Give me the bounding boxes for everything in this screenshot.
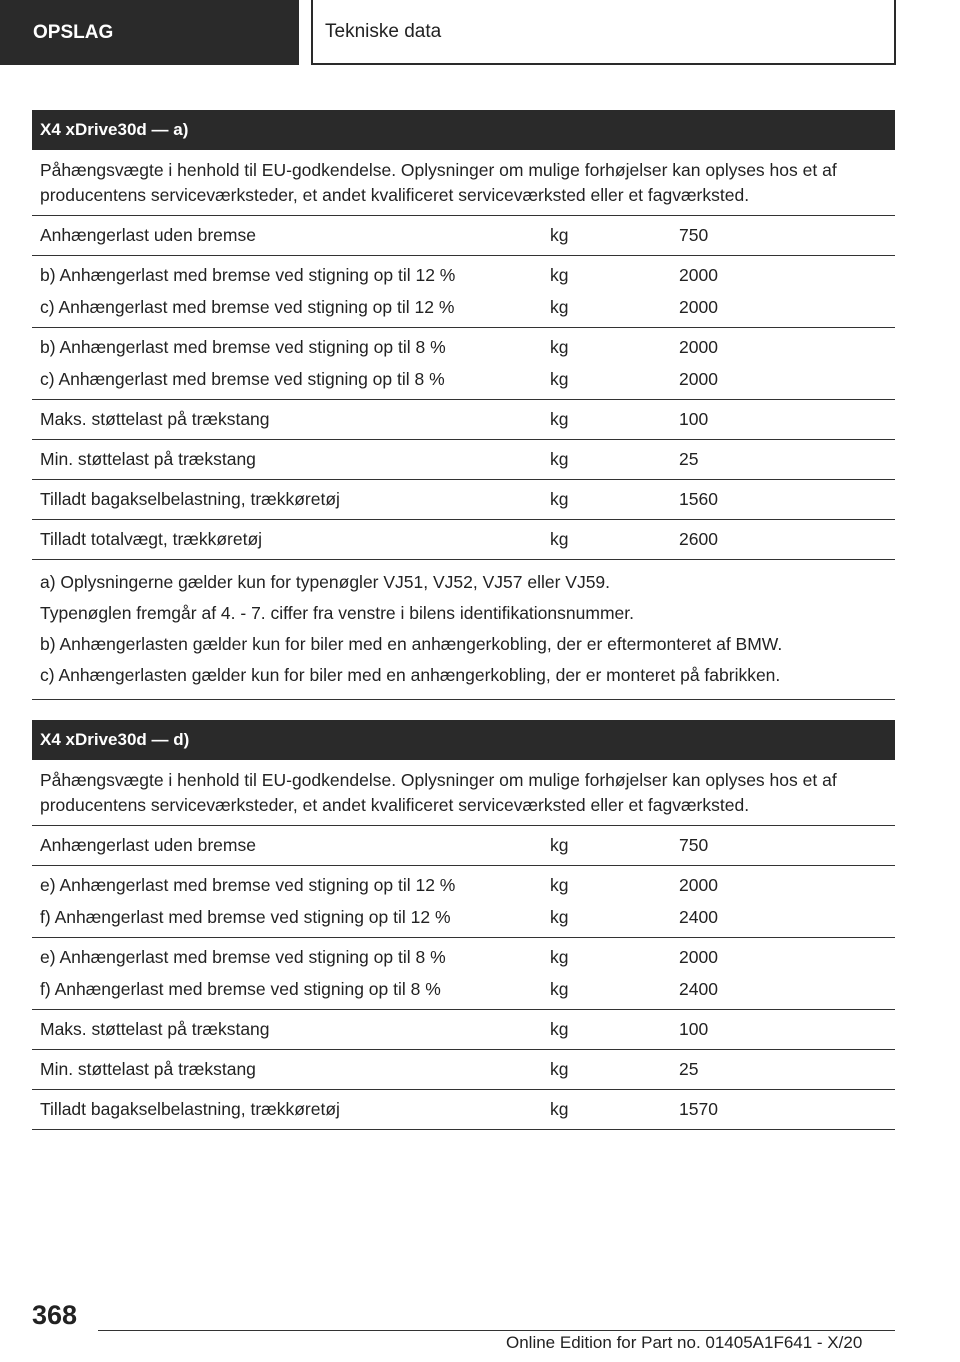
table-row [32, 1090, 895, 1130]
table-row [32, 256, 895, 328]
row-label: Tilladt totalvægt, trækkøretøj [40, 529, 263, 549]
section-description: Påhængsvægte i henhold til EU-godkendelse. Oplysninger om mulige forhøjelser kan oplyses hos et af producentens serviceværksteder, et andet kvalificeret serviceværksted eller et fagværksted. [32, 150, 895, 216]
row-unit: kg [550, 835, 569, 855]
spec-section-a [32, 110, 895, 700]
row-label: Anhængerlast uden bremse [40, 225, 256, 245]
table-row [32, 1050, 895, 1090]
row-unit: kg [550, 875, 569, 895]
row-label: c) Anhængerlast med bremse ved stigning op til 12 % [40, 297, 455, 317]
row-value: 2000 [679, 297, 718, 317]
row-value: 1570 [679, 1099, 718, 1119]
table-row [32, 400, 895, 440]
footnote-line: c) Anhængerlasten gælder kun for biler med en anhængerkobling, der er monteret på fabrikken. [40, 665, 781, 685]
row-unit: kg [550, 529, 569, 549]
header-chapter-box [311, 0, 896, 65]
row-value: 25 [679, 449, 699, 469]
footnote-line: Typenøglen fremgår af 4. - 7. ciffer fra venstre i bilens identifikationsnummer. [40, 603, 634, 623]
row-value: 2400 [679, 907, 718, 927]
row-label: f) Anhængerlast med bremse ved stigning op til 8 % [40, 979, 441, 999]
row-label: f) Anhængerlast med bremse ved stigning op til 12 % [40, 907, 451, 927]
row-label: Maks. støttelast på trækstang [40, 1019, 270, 1039]
row-value: 750 [679, 225, 709, 245]
row-unit: kg [550, 907, 569, 927]
table-row-line [32, 364, 895, 396]
row-value: 2000 [679, 337, 718, 357]
row-label: Maks. støttelast på trækstang [40, 409, 270, 429]
row-unit: kg [550, 369, 569, 389]
row-value: 25 [679, 1059, 699, 1079]
header-section-tab [0, 0, 299, 65]
section-title: X4 xDrive30d — a) [32, 110, 895, 150]
spec-table [32, 826, 895, 1130]
row-value: 2000 [679, 875, 718, 895]
row-value: 2000 [679, 947, 718, 967]
row-value: 100 [679, 409, 709, 429]
row-value: 750 [679, 835, 709, 855]
row-label: b) Anhængerlast med bremse ved stigning op til 8 % [40, 337, 446, 357]
row-unit: kg [550, 449, 569, 469]
table-row-line [32, 870, 895, 902]
row-unit: kg [550, 947, 569, 967]
row-unit: kg [550, 409, 569, 429]
table-row [32, 826, 895, 866]
table-row [32, 216, 895, 256]
spec-section-d [32, 720, 895, 1130]
footnote-line: b) Anhængerlasten gælder kun for biler med en anhængerkobling, der er eftermonteret af BMW. [40, 634, 783, 654]
table-row [32, 440, 895, 480]
section-description: Påhængsvægte i henhold til EU-godkendelse. Oplysninger om mulige forhøjelser kan oplyses hos et af producentens serviceværksteder, et andet kvalificeret serviceværksted eller et fagværksted. [32, 760, 895, 826]
table-row [32, 328, 895, 400]
row-unit: kg [550, 1099, 569, 1119]
table-row [32, 938, 895, 1010]
row-label: Anhængerlast uden bremse [40, 835, 256, 855]
row-value: 2400 [679, 979, 718, 999]
row-label: e) Anhængerlast med bremse ved stigning op til 12 % [40, 875, 456, 895]
row-label: b) Anhængerlast med bremse ved stigning op til 12 % [40, 265, 456, 285]
row-unit: kg [550, 337, 569, 357]
row-label: Min. støttelast på trækstang [40, 449, 256, 469]
table-row [32, 520, 895, 560]
row-value: 100 [679, 1019, 709, 1039]
section-title: X4 xDrive30d — d) [32, 720, 895, 760]
footer-edition: Online Edition for Part no. 01405A1F641 - X/20 [506, 1333, 863, 1352]
row-value: 1560 [679, 489, 718, 509]
row-value: 2000 [679, 265, 718, 285]
table-row-line [32, 292, 895, 324]
row-value: 2000 [679, 369, 718, 389]
table-row-line [32, 974, 895, 1006]
page-number: 368 [32, 1300, 78, 1330]
row-label: Tilladt bagakselbelastning, trækkøretøj [40, 1099, 340, 1119]
footer-divider [98, 1330, 895, 1331]
table-row [32, 866, 895, 938]
row-unit: kg [550, 297, 569, 317]
spec-table [32, 216, 895, 560]
row-label: Min. støttelast på trækstang [40, 1059, 256, 1079]
row-unit: kg [550, 979, 569, 999]
footnotes [32, 560, 895, 700]
row-label: e) Anhængerlast med bremse ved stigning op til 8 % [40, 947, 446, 967]
header-chapter-label: Tekniske data [325, 20, 442, 42]
row-unit: kg [550, 225, 569, 245]
table-row-line [32, 942, 895, 974]
table-row-line [32, 902, 895, 934]
table-row [32, 480, 895, 520]
header-section-label: OPSLAG [33, 21, 114, 43]
row-unit: kg [550, 1059, 569, 1079]
row-unit: kg [550, 489, 569, 509]
footnote-line: a) Oplysningerne gælder kun for typenøgler VJ51, VJ52, VJ57 eller VJ59. [40, 572, 611, 592]
table-row-line [32, 260, 895, 292]
row-unit: kg [550, 1019, 569, 1039]
row-label: c) Anhængerlast med bremse ved stigning op til 8 % [40, 369, 445, 389]
row-unit: kg [550, 265, 569, 285]
row-label: Tilladt bagakselbelastning, trækkøretøj [40, 489, 340, 509]
table-row [32, 1010, 895, 1050]
row-value: 2600 [679, 529, 718, 549]
table-row-line [32, 332, 895, 364]
